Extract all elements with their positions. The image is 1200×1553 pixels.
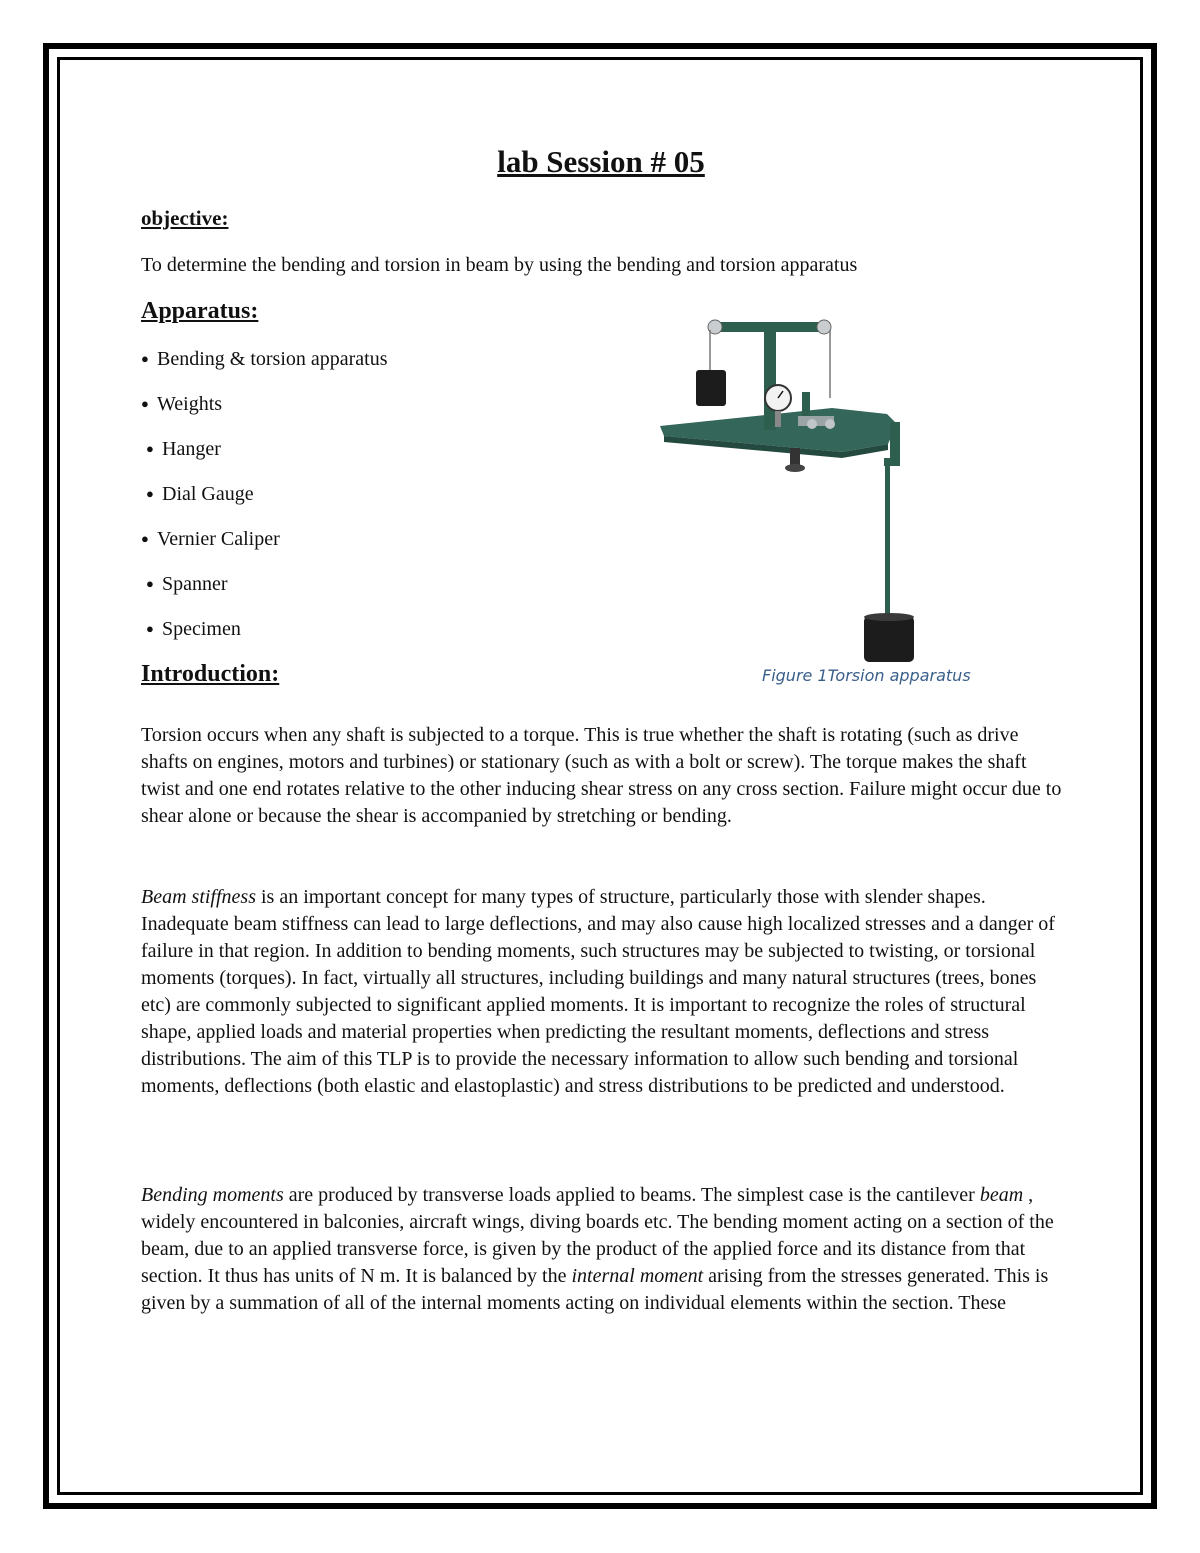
introduction-heading: Introduction: bbox=[141, 661, 280, 687]
figure-caption: Figure 1Torsion apparatus bbox=[762, 666, 971, 685]
intro-paragraph-1: Torsion occurs when any shaft is subjected to a torque. This is true whether the shaft is rotating (such as drive shafts on engines, motors and turbines) or stationary (such as with a bolt or screw). The torque makes the shaft twist and one end rotates relative to the other inducing shear stress on any cross section. Failure might occur due to shear alone or because the shear is accompanied by stretching or bending. bbox=[141, 724, 1062, 827]
objective-text: To determine the bending and torsion in beam by using the bending and torsion apparatus bbox=[141, 254, 858, 276]
list-item: ● Specimen bbox=[146, 618, 241, 640]
objective-heading: objective: bbox=[141, 206, 229, 230]
torsion-apparatus-image bbox=[652, 296, 940, 676]
page-title: lab Session # 05 bbox=[497, 144, 705, 179]
internal-moment-term: internal moment bbox=[571, 1265, 704, 1287]
list-item: ● Vernier Caliper bbox=[141, 528, 280, 550]
apparatus-heading: Apparatus: bbox=[141, 298, 259, 324]
list-item: ● Weights bbox=[141, 393, 223, 415]
list-item: ● Bending & torsion apparatus bbox=[141, 348, 388, 370]
apparatus-list bbox=[141, 345, 388, 660]
list-item: ● Hanger bbox=[146, 438, 221, 460]
list-item: ● Spanner bbox=[146, 573, 228, 595]
intro-paragraph-3: Bending moments are produced by transverse loads applied to beams. The simplest case is the cantilever beam , widely encountered in balconies, aircraft wings, diving boards etc. The bending moment acting on a section of the beam, due to an applied transverse force, is given by the product of the applied force and its distance from that section. It thus has units of N m. It is balanced by the internal moment arising from the stresses generated. This is given by a summation of all of the internal moments acting on individual elements within the section. These bbox=[141, 1184, 1054, 1314]
list-item: ● Dial Gauge bbox=[146, 483, 254, 505]
intro-paragraph-2: Beam stiffness is an important concept for many types of structure, particularly those with slender shapes. Inadequate beam stiffness can lead to large deflections, and may also cause high localized stresses and a danger of failure in that region. In addition to bending moments, such structures may be subjected to twisting, or torsional moments (torques). In fact, virtually all structures, including buildings and many natural structures (trees, bones etc) are commonly subjected to significant applied moments. It is important to recognize the roles of structural shape, applied loads and material properties when predicting the resultant moments, deflections and stress distributions. The aim of this TLP is to provide the necessary information to allow such bending and torsional moments, deflections (both elastic and elastoplastic) and stress distributions to be predicted and understood. bbox=[141, 886, 1055, 1097]
beam-stiffness-term: Beam stiffness bbox=[141, 886, 256, 908]
bending-moments-term: Bending moments bbox=[141, 1184, 284, 1206]
